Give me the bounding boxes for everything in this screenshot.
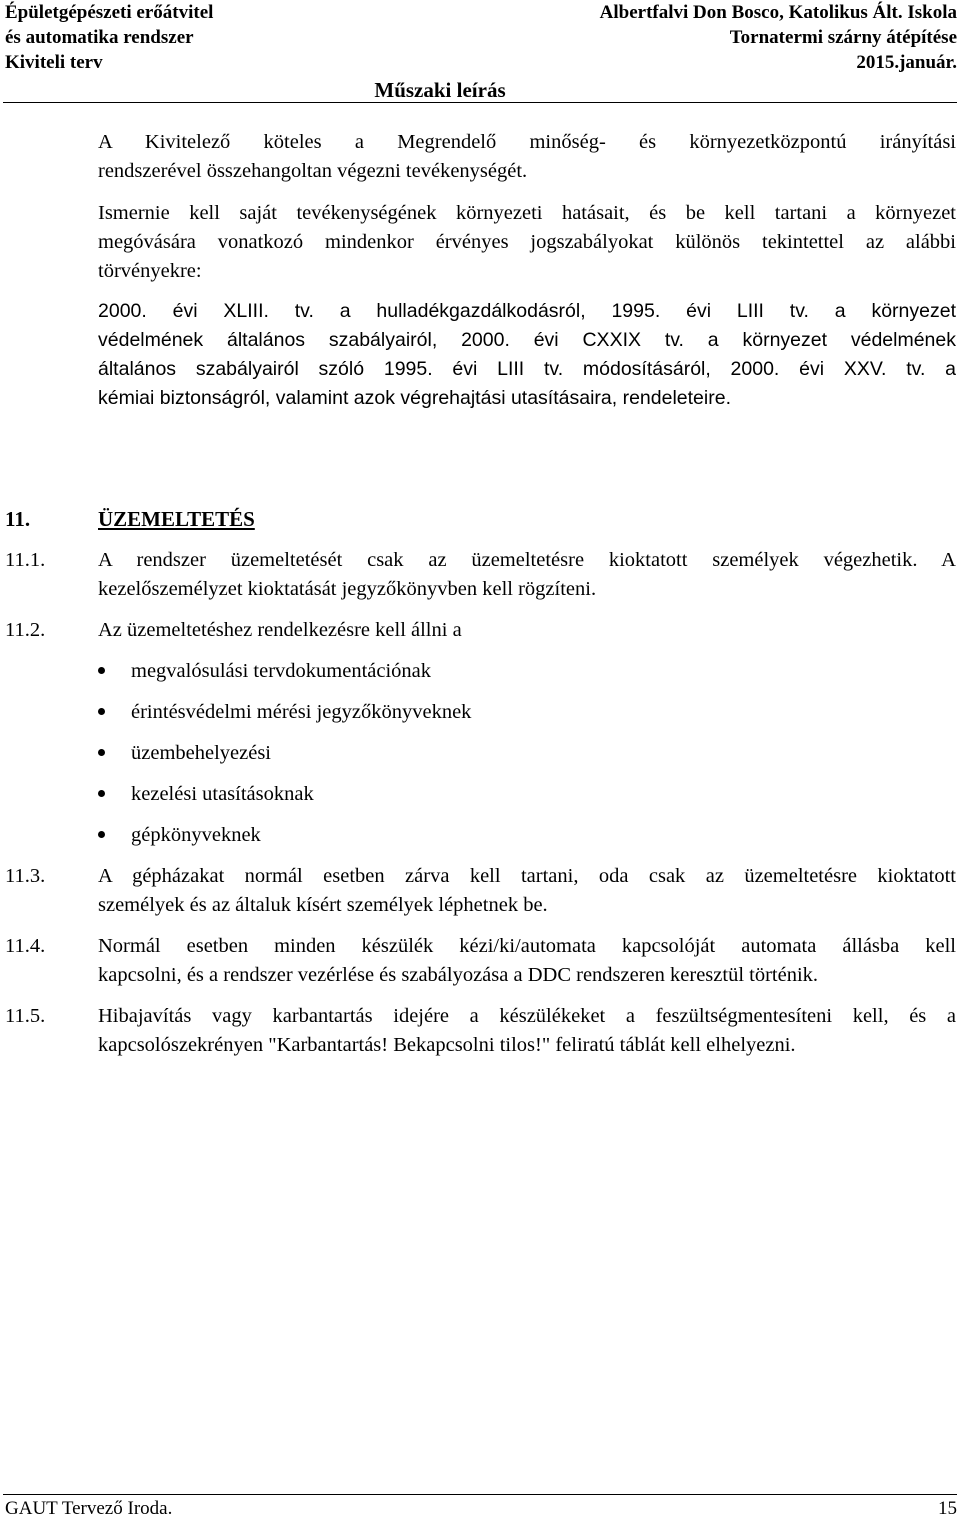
header-left: [5, 0, 213, 75]
header-left-line: és automatika rendszer: [5, 27, 194, 48]
text-line: megóvására vonatkozó mindenkor érvényes jogszabályokat különös tekintettel az alábbi: [98, 231, 956, 253]
text-line: rendszerével összehangoltan végezni tevékenységét.: [98, 160, 528, 182]
section-title: ÜZEMELTETÉS: [98, 507, 255, 531]
text-line: általános szabályairól szóló 1995. évi LIII tv. módosításáról, 2000. évi XXV. tv. a: [98, 358, 956, 380]
item-text: [98, 1002, 956, 1060]
text-line: kezelőszemélyzet kioktatását jegyzőkönyvben kell rögzíteni.: [98, 578, 597, 600]
laws-paragraph: [98, 297, 956, 413]
header-left-line: Kiviteli terv: [5, 52, 103, 73]
list-item: [98, 698, 471, 727]
bullet-icon: [98, 790, 105, 797]
text-line: Hibajavítás vagy karbantartás idejére a készülékeket a feszültségmentesíteni kell, és a: [98, 1005, 956, 1027]
text-line: A Kivitelező köteles a Megrendelő minőség- és környezetközpontú irányítási: [98, 131, 956, 153]
list-item: [98, 780, 314, 809]
list-item-text: üzembehelyezési: [131, 742, 272, 764]
item-number: 11.5.: [5, 1005, 46, 1027]
item-number: 11.4.: [5, 935, 46, 957]
text-line: A rendszer üzemeltetését csak az üzemeltetésre kioktatott személyek végezhetik. A: [98, 549, 956, 571]
header-left-line: Épületgépészeti erőátvitel: [5, 2, 214, 23]
header-divider: [3, 102, 957, 103]
item-text: [98, 616, 956, 645]
list-item-text: kezelési utasításoknak: [131, 783, 314, 805]
footer-company: GAUT Tervező Iroda.: [5, 1498, 173, 1519]
list-item-text: gépkönyveknek: [131, 824, 261, 846]
page-number: 15: [938, 1498, 957, 1519]
bullet-icon: [98, 667, 105, 674]
header-right-line: Tornatermi szárny átépítése: [729, 27, 957, 48]
header-right-line: 2015.január.: [856, 52, 957, 73]
text-line: Normál esetben minden készülék kézi/ki/automata kapcsolóját automata állásba kell: [98, 935, 956, 957]
text-line: személyek és az általuk kísért személyek léphetnek be.: [98, 894, 548, 916]
header-right-line: Albertfalvi Don Bosco, Katolikus Ált. Iskola: [599, 2, 957, 23]
bullet-icon: [98, 749, 105, 756]
text-line: védelmének általános szabályairól, 2000. évi CXXIX tv. a környezet védelmének: [98, 329, 956, 351]
header-right: [600, 0, 957, 75]
text-line: kapcsolni, és a rendszer vezérlése és szabályozása a DDC rendszeren keresztül történik.: [98, 964, 819, 986]
item-number: 11.1.: [5, 549, 46, 571]
text-line: Az üzemeltetéshez rendelkezésre kell állni a: [98, 619, 462, 641]
list-item-text: megvalósulási tervdokumentációnak: [131, 660, 432, 682]
intro-paragraph-2: [98, 199, 956, 286]
item-text: [98, 862, 956, 920]
footer-divider: [3, 1494, 957, 1495]
list-item: [98, 657, 431, 686]
item-text: [98, 546, 956, 604]
section-number: 11.: [5, 507, 31, 531]
item-number: 11.3.: [5, 865, 46, 887]
document-title: Műszaki leírás: [374, 78, 506, 102]
text-line: Ismernie kell saját tevékenységének környezeti hatásait, és be kell tartani a környezet: [98, 202, 956, 224]
intro-paragraph-1: [98, 128, 956, 186]
list-item: [98, 821, 261, 850]
item-text: [98, 932, 956, 990]
text-line: törvényekre:: [98, 260, 202, 282]
list-item: [98, 739, 271, 768]
item-number: 11.2.: [5, 619, 46, 641]
text-line: A gépházakat normál esetben zárva kell tartani, oda csak az üzemeltetésre kioktatott: [98, 865, 956, 887]
text-line: kémiai biztonságról, valamint azok végrehajtási utasításaira, rendeleteire.: [98, 387, 731, 409]
list-item-text: érintésvédelmi mérési jegyzőkönyveknek: [131, 701, 472, 723]
text-line: kapcsolószekrényen "Karbantartás! Bekapcsolni tilos!" feliratú táblát kell elhelyezni.: [98, 1034, 796, 1056]
text-line: 2000. évi XLIII. tv. a hulladékgazdálkodásról, 1995. évi LIII tv. a környezet: [98, 300, 956, 322]
bullet-icon: [98, 831, 105, 838]
bullet-icon: [98, 708, 105, 715]
